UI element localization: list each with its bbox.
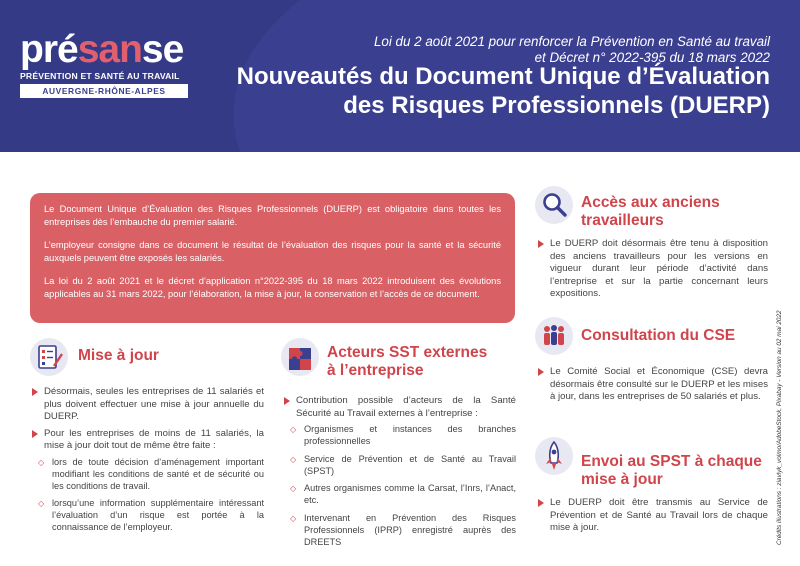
logo-wordmark: présanse <box>20 28 184 71</box>
list-item: Désormais, seules les entreprises de 11 salariés et plus doivent effectuer une mise à jour annuelle du DUERP. <box>32 386 264 424</box>
mise-a-jour-list <box>32 386 264 540</box>
sub-list-item: ◇ Service de Prévention et de Santé au Travail (SPST) <box>290 454 516 478</box>
section-cse-header <box>535 317 735 355</box>
list-item: Le DUERP doit désormais être tenu à disposition des anciens travailleurs pour les versions en vigueur durant leur période d’activité dans l’entreprise et sur la partie concernant leurs expositions. <box>538 238 768 301</box>
section-mise-a-jour-header <box>30 338 159 376</box>
section-acteurs-header <box>281 338 487 380</box>
acteurs-list <box>284 395 516 554</box>
rocket-icon <box>535 437 573 475</box>
spst-list <box>538 497 768 539</box>
intro-paragraph: Le Document Unique d’Évaluation des Risques Professionnels (DUERP) est obligatoire dans toutes les entreprises dès l’embauche du premier salarié. <box>44 204 501 228</box>
sub-list-item: ◇ Intervenant en Prévention des Risques Professionnels (IPRP) enregistré auprès des DREETS <box>290 513 516 548</box>
law-reference: Loi du 2 août 2021 pour renforcer la Prévention en Santé au travail et Décret n° 2022-395 du 18 mars 2022 <box>373 34 770 65</box>
section-title: Consultation du CSE <box>581 327 736 344</box>
section-spst-header <box>535 437 762 489</box>
sub-list-item: ◇ lorsqu’une information supplémentaire intéressant l’évaluation d’un risque est portée à la connaissance de l’employeur. <box>38 498 264 533</box>
list-item: Pour les entreprises de moins de 11 salariés, la mise à jour doit tout de même être faite : <box>32 428 264 453</box>
presanse-logo <box>20 30 188 98</box>
sub-list-item: ◇ Autres organismes comme la Carsat, l’Inrs, l’Anact, etc. <box>290 483 516 507</box>
logo-tagline: PRÉVENTION ET SANTÉ AU TRAVAIL <box>20 71 180 81</box>
section-acces-header <box>535 186 720 230</box>
cse-list <box>538 366 768 408</box>
magnifier-icon <box>535 186 573 224</box>
sub-list-item: ◇ lors de toute décision d’aménagement important modifiant les conditions de santé et de sécurité ou les conditions de travail. <box>38 457 264 492</box>
section-title: Acteurs SST externes à l’entreprise <box>327 344 488 379</box>
image-credits: Crédits illustrations : ziavlyk_volmo/AdobeStock, Pixabay - Version au 02 mai 2022 <box>776 310 783 545</box>
intro-paragraph: La loi du 2 août 2021 et le décret d’application n°2022-395 du 18 mars 2022 introduisent des évolutions applicables au 31 mars 2022, pour l’élaboration, la mise à jour, la conservation et l’accès de ce document. <box>44 275 501 300</box>
intro-box <box>30 193 515 323</box>
list-item: Le Comité Social et Économique (CSE) devra désormais être consulté sur le DUERP et les mises à jour, dans les entreprises de 50 salariés et plus. <box>538 366 768 404</box>
list-item: Contribution possible d’acteurs de la Santé Sécurité au Travail externes à l’entreprise : <box>284 395 516 420</box>
section-title: Envoi au SPST à chaque mise à jour <box>581 453 762 488</box>
page-title: Nouveautés du Document Unique d’Évaluation des Risques Professionnels (DUERP) <box>236 63 770 119</box>
logo-region: AUVERGNE-RHÔNE-ALPES <box>20 84 188 98</box>
checklist-pen-icon <box>30 338 68 376</box>
sub-list-item: ◇ Organismes et instances des branches professionnelles <box>290 424 516 448</box>
section-title: Mise à jour <box>78 347 159 364</box>
header-banner <box>0 0 800 152</box>
puzzle-icon <box>281 338 319 376</box>
section-title: Accès aux anciens travailleurs <box>581 194 720 229</box>
list-item: Le DUERP doit être transmis au Service de Prévention et de Santé au Travail lors de chaque mise à jour. <box>538 497 768 535</box>
group-people-icon <box>535 317 573 355</box>
intro-paragraph: L’employeur consigne dans ce document le résultat de l’évaluation des risques pour la santé et la sécurité auxquels peuvent être exposés les salariés. <box>44 239 501 264</box>
acces-list <box>538 238 768 305</box>
